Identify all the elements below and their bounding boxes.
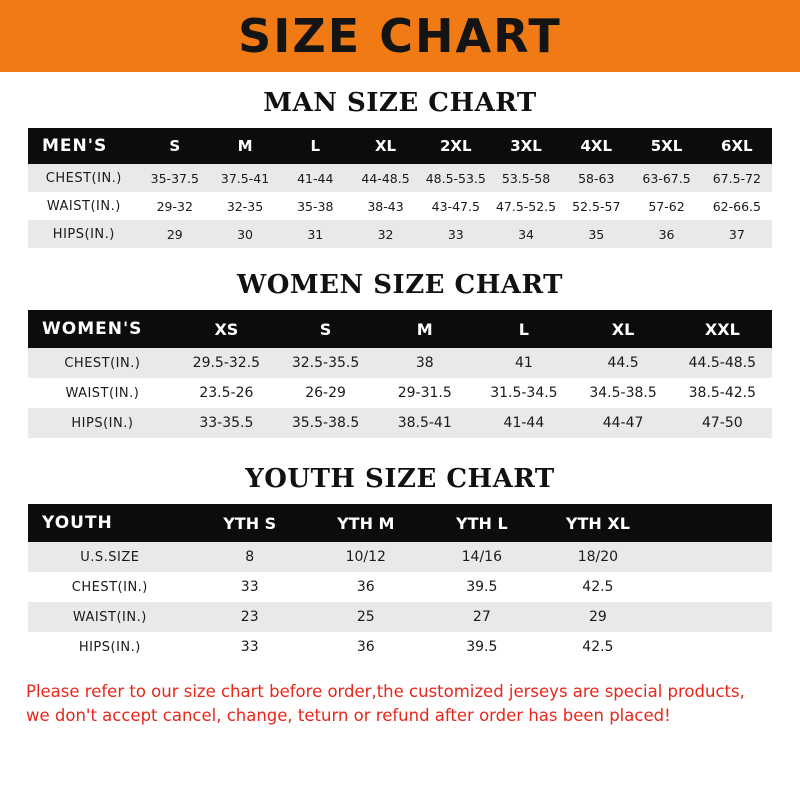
youth-hips-m: 36 [308, 632, 424, 662]
table-header-row [28, 310, 772, 348]
women-chest-xs: 29.5-32.5 [177, 348, 276, 378]
women-chest-s: 32.5-35.5 [276, 348, 375, 378]
youth-row-waist-label: WAIST(IN.) [28, 602, 192, 632]
banner-inner [0, 0, 800, 72]
table-row [28, 632, 772, 662]
youth-waist-l: 27 [424, 602, 540, 632]
youth-hips-blank [656, 632, 772, 662]
man-chest-m: 37.5-41 [210, 164, 280, 192]
women-hips-xxl: 47-50 [673, 408, 772, 438]
youth-row-ussize-label: U.S.SIZE [28, 542, 192, 572]
page-title: SIZE CHART [238, 9, 562, 63]
man-hips-2xl: 33 [421, 220, 491, 248]
man-row-waist-label: WAIST(IN.) [28, 192, 140, 220]
man-hips-3xl: 34 [491, 220, 561, 248]
man-header-xl: XL [350, 128, 420, 164]
man-header-2xl: 2XL [421, 128, 491, 164]
youth-ussize-xl: 18/20 [540, 542, 656, 572]
man-hips-5xl: 36 [631, 220, 701, 248]
man-header-6xl: 6XL [702, 128, 772, 164]
man-header-m: M [210, 128, 280, 164]
man-waist-4xl: 52.5-57 [561, 192, 631, 220]
women-section-title: WOMEN SIZE CHART [237, 270, 563, 300]
women-waist-l: 31.5-34.5 [474, 378, 573, 408]
man-chest-2xl: 48.5-53.5 [421, 164, 491, 192]
women-chest-m: 38 [375, 348, 474, 378]
youth-waist-s: 23 [192, 602, 308, 632]
youth-header-blank [656, 504, 772, 542]
women-size-table-wrap [0, 310, 800, 438]
youth-waist-xl: 29 [540, 602, 656, 632]
table-row [28, 572, 772, 602]
women-header-s: S [276, 310, 375, 348]
man-waist-m: 32-35 [210, 192, 280, 220]
women-chest-l: 41 [474, 348, 573, 378]
women-header-xxl: XXL [673, 310, 772, 348]
youth-header-m: YTH M [308, 504, 424, 542]
man-waist-6xl: 62-66.5 [702, 192, 772, 220]
table-row [28, 378, 772, 408]
youth-header-l: YTH L [424, 504, 540, 542]
women-hips-l: 41-44 [474, 408, 573, 438]
table-row [28, 542, 772, 572]
man-waist-5xl: 57-62 [631, 192, 701, 220]
man-hips-xl: 32 [350, 220, 420, 248]
youth-row-hips-label: HIPS(IN.) [28, 632, 192, 662]
man-row-hips-label: HIPS(IN.) [28, 220, 140, 248]
women-waist-xl: 34.5-38.5 [573, 378, 672, 408]
youth-chest-s: 33 [192, 572, 308, 602]
women-chest-xl: 44.5 [573, 348, 672, 378]
man-waist-2xl: 43-47.5 [421, 192, 491, 220]
women-row-waist-label: WAIST(IN.) [28, 378, 177, 408]
man-hips-4xl: 35 [561, 220, 631, 248]
man-header-4xl: 4XL [561, 128, 631, 164]
youth-hips-s: 33 [192, 632, 308, 662]
women-chest-xxl: 44.5-48.5 [673, 348, 772, 378]
women-waist-xs: 23.5-26 [177, 378, 276, 408]
youth-section-title: YOUTH SIZE CHART [245, 464, 555, 494]
youth-header-s: YTH S [192, 504, 308, 542]
youth-chest-blank [656, 572, 772, 602]
table-row [28, 192, 772, 220]
women-header-xs: XS [177, 310, 276, 348]
man-chest-6xl: 67.5-72 [702, 164, 772, 192]
women-waist-xxl: 38.5-42.5 [673, 378, 772, 408]
youth-waist-m: 25 [308, 602, 424, 632]
man-hips-s: 29 [140, 220, 210, 248]
youth-header-label: YOUTH [28, 504, 192, 542]
man-size-table [28, 128, 772, 248]
man-chest-xl: 44-48.5 [350, 164, 420, 192]
women-header-l: L [474, 310, 573, 348]
youth-ussize-l: 14/16 [424, 542, 540, 572]
women-hips-xs: 33-35.5 [177, 408, 276, 438]
man-waist-3xl: 47.5-52.5 [491, 192, 561, 220]
youth-row-chest-label: CHEST(IN.) [28, 572, 192, 602]
man-header-label: MEN'S [28, 128, 140, 164]
youth-waist-blank [656, 602, 772, 632]
table-row [28, 164, 772, 192]
page-banner [0, 0, 800, 72]
man-hips-6xl: 37 [702, 220, 772, 248]
table-header-row [28, 128, 772, 164]
footer-note-line2: we don't accept cancel, change, teturn or refund after order has been placed! [26, 705, 671, 725]
women-waist-s: 26-29 [276, 378, 375, 408]
man-header-3xl: 3XL [491, 128, 561, 164]
women-header-m: M [375, 310, 474, 348]
youth-hips-xl: 42.5 [540, 632, 656, 662]
man-waist-l: 35-38 [280, 192, 350, 220]
youth-hips-l: 39.5 [424, 632, 540, 662]
women-waist-m: 29-31.5 [375, 378, 474, 408]
youth-ussize-blank [656, 542, 772, 572]
table-row [28, 602, 772, 632]
footer-note [0, 680, 800, 728]
man-chest-s: 35-37.5 [140, 164, 210, 192]
man-hips-m: 30 [210, 220, 280, 248]
women-size-table [28, 310, 772, 438]
women-header-xl: XL [573, 310, 672, 348]
table-row [28, 408, 772, 438]
women-row-chest-label: CHEST(IN.) [28, 348, 177, 378]
youth-ussize-s: 8 [192, 542, 308, 572]
women-row-hips-label: HIPS(IN.) [28, 408, 177, 438]
man-hips-l: 31 [280, 220, 350, 248]
man-header-l: L [280, 128, 350, 164]
youth-chest-xl: 42.5 [540, 572, 656, 602]
table-row [28, 348, 772, 378]
youth-header-xl: YTH XL [540, 504, 656, 542]
man-section-title: MAN SIZE CHART [263, 88, 537, 118]
table-row [28, 220, 772, 248]
man-chest-5xl: 63-67.5 [631, 164, 701, 192]
women-header-label: WOMEN'S [28, 310, 177, 348]
man-row-chest-label: CHEST(IN.) [28, 164, 140, 192]
youth-ussize-m: 10/12 [308, 542, 424, 572]
man-waist-s: 29-32 [140, 192, 210, 220]
women-hips-s: 35.5-38.5 [276, 408, 375, 438]
man-chest-3xl: 53.5-58 [491, 164, 561, 192]
women-hips-xl: 44-47 [573, 408, 672, 438]
youth-size-table-wrap [0, 504, 800, 662]
youth-chest-m: 36 [308, 572, 424, 602]
man-header-5xl: 5XL [631, 128, 701, 164]
man-header-s: S [140, 128, 210, 164]
man-chest-4xl: 58-63 [561, 164, 631, 192]
women-hips-m: 38.5-41 [375, 408, 474, 438]
youth-chest-l: 39.5 [424, 572, 540, 602]
footer-note-line1: Please refer to our size chart before order,the customized jerseys are special products, [26, 682, 745, 701]
table-header-row [28, 504, 772, 542]
man-size-table-wrap [0, 128, 800, 248]
youth-size-table [28, 504, 772, 662]
man-chest-l: 41-44 [280, 164, 350, 192]
man-waist-xl: 38-43 [350, 192, 420, 220]
